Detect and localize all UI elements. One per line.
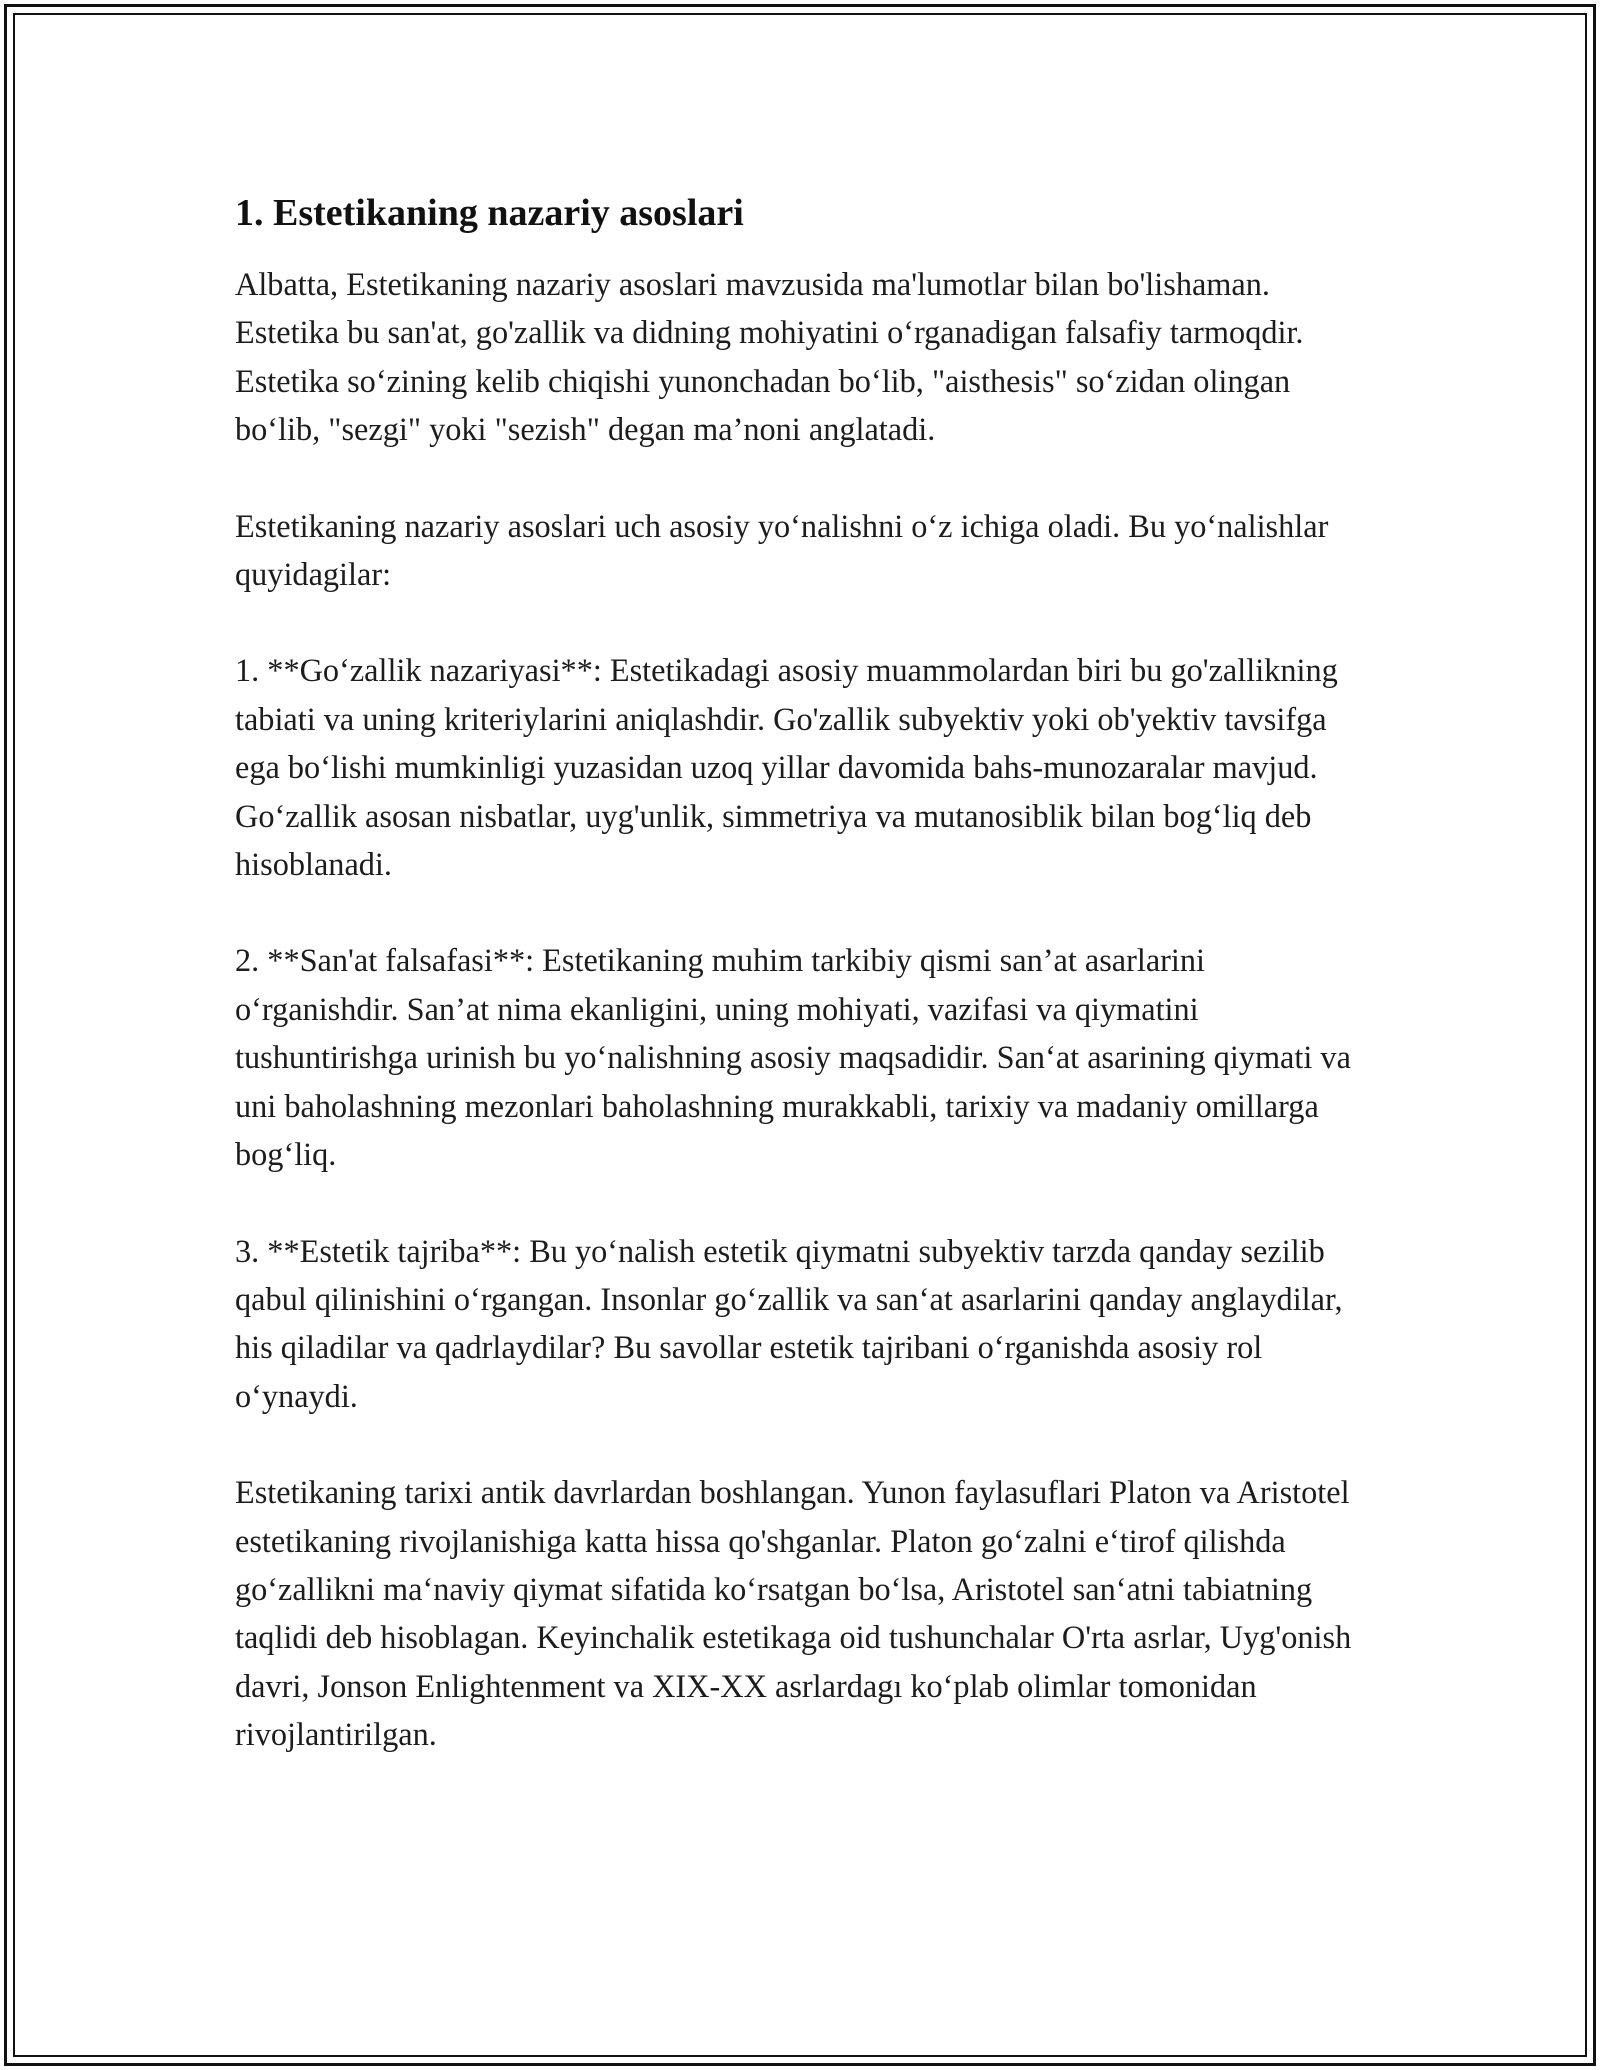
paragraph-aesthetic-experience: 3. **Estetik tajriba**: Bu yo‘nalish estetik qiymatni subyektiv tarzda qanday sezilib qabul qilinishini o‘rgangan. Insonlar go‘zallik va san‘at asarlarini qanday anglaydilar, his qiladilar va qadrlaydilar? Bu savollar estetik tajribani o‘rganishda asosiy rol o‘ynaydi. — [235, 1232, 1343, 1414]
paragraph-beauty-theory: 1. **Go‘zallik nazariyasi**: Estetikadagi asosiy muammolardan biri bu go'zallikning tabiati va uning kriteriylarini aniqlashdir. Go'zallik subyektiv yoki ob'yektiv tavsifga ega bo‘lishi mumkinligi yuzasidan uzoq yillar davomida bahs-munozaralar mavjud. Go‘zallik asosan nisbatlar, uyg'unlik, simmetriya va mutanosiblik bilan bog‘liq deb hisoblanadi. — [235, 652, 1338, 883]
document-title: 1. Estetikaning nazariy asoslari — [235, 192, 744, 234]
paragraph-directions: Estetikaning nazariy asoslari uch asosiy yo‘nalishni o‘z ichiga oladi. Bu yo‘nalishlar quyidagilar: — [235, 507, 1329, 593]
document-body — [235, 184, 1375, 1759]
paragraph-art-philosophy: 2. **San'at falsafasi**: Estetikaning muhim tarkibiy qismi san’at asarlarini o‘rganishdir. San’at nima ekanligini, uning mohiyati, vazifasi va qiymatini tushuntirishga urinish bu yo‘nalishning asosiy maqsadidir. San‘at asarining qiymati va uni baholashning mezonlari baholashning murakkabli, tarixiy va madaniy omillarga bog‘liq. — [235, 942, 1351, 1173]
paragraph-intro: Albatta, Estetikaning nazariy asoslari mavzusida ma'lumotlar bilan bo'lishaman. Estetika bu san'at, go'zallik va didning mohiyatini o‘rganadigan falsafiy tarmoqdir. Estetika so‘zining kelib chiqishi yunonchadan bo‘lib, "aisthesis" so‘zidan olingan bo‘lib, "sezgi" yoki "sezish" degan ma’noni anglatadi. — [235, 266, 1304, 448]
paragraph-history: Estetikaning tarixi antik davrlardan boshlangan. Yunon faylasuflari Platon va Aristotel estetikaning rivojlanishiga katta hissa qo'shganlar. Platon go‘zalni e‘tirof qilishda go‘zallikni ma‘naviy qiymat sifatida ko‘rsatgan bo‘lsa, Aristotel san‘atni tabiatning taqlidi deb hisoblagan. Keyinchalik estetikaga oid tushunchalar O'rta asrlar, Uyg'onish davri, Jonson Enlightenment va XIX-XX asrlardagı ko‘plab olimlar tomonidan rivojlantirilgan. — [235, 1474, 1352, 1753]
